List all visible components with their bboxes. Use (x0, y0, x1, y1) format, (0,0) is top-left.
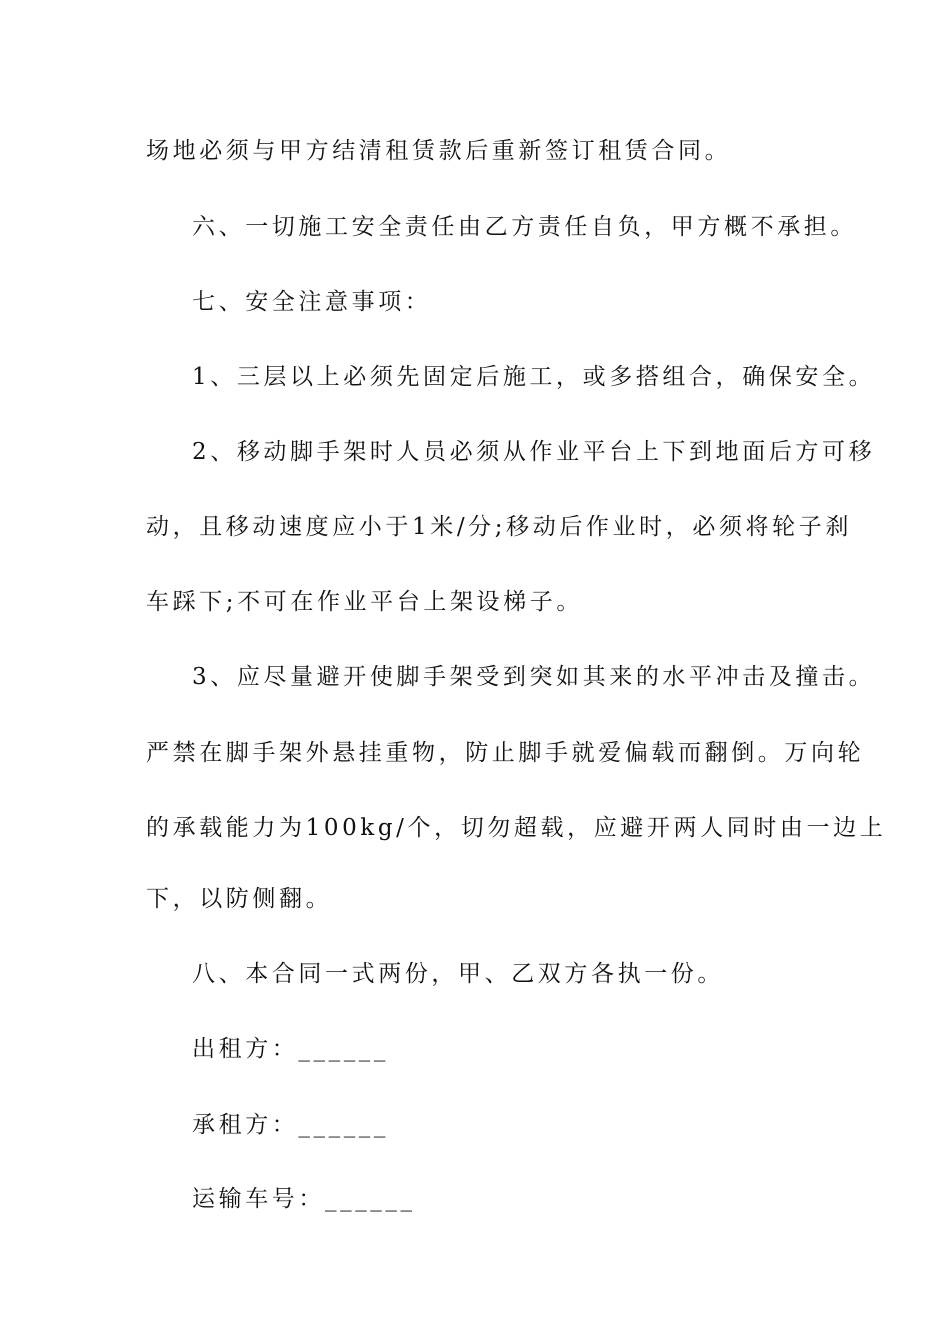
paragraph-line: 车踩下;不可在作业平台上架设梯子。 (146, 589, 583, 615)
paragraph-line: 严禁在脚手架外悬挂重物，防止脚手就爱偏载而翻倒。万向轮 (146, 740, 865, 766)
paragraph-line: 下，以防侧翻。 (146, 886, 333, 912)
clause-eight: 八、本合同一式两份，甲、乙双方各执一份。 (192, 961, 724, 987)
clause-seven-heading: 七、安全注意事项： (192, 289, 432, 315)
lessee-signature-field: 承租方：______ (192, 1112, 389, 1138)
safety-item-3: 3、应尽量避开使脚手架受到突如其来的水平冲击及撞击。 (192, 664, 876, 690)
lessor-signature-field: 出租方：______ (192, 1036, 389, 1062)
paragraph-line: 场地必须与甲方结清租赁款后重新签订租赁合同。 (146, 138, 732, 164)
vehicle-number-field: 运输车号：______ (192, 1186, 416, 1212)
paragraph-line: 动，且移动速度应小于1米/分;移动后作业时，必须将轮子刹 (146, 514, 852, 540)
safety-item-1: 1、三层以上必须先固定后施工，或多搭组合，确保安全。 (192, 364, 876, 390)
paragraph-line: 的承载能力为100kg/个，切勿超载，应避开两人同时由一边上 (146, 815, 887, 841)
safety-item-2: 2、移动脚手架时人员必须从作业平台上下到地面后方可移 (192, 439, 876, 465)
clause-six: 六、一切施工安全责任由乙方责任自负，甲方概不承担。 (192, 214, 857, 240)
